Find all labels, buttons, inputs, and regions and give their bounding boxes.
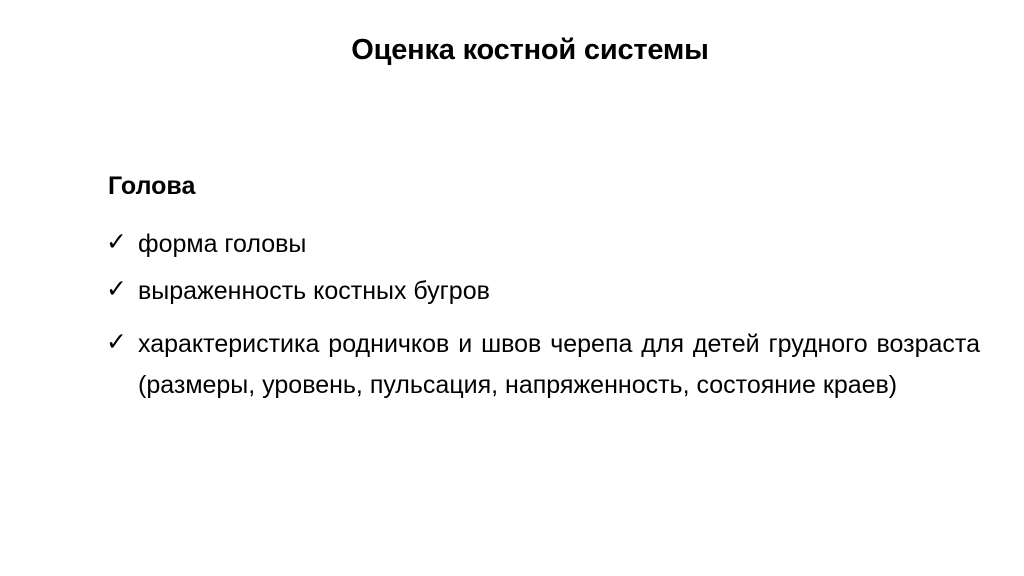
checklist xyxy=(106,224,980,406)
list-item-text: выраженность костных бугров xyxy=(138,277,490,305)
checkmark-icon: ✓ xyxy=(106,275,127,303)
list-item xyxy=(106,271,980,312)
list-item-text: характеристика родничков и швов черепа для детей грудного возраста (размеры, уровень, пульсация, напряженность, состояние краев) xyxy=(138,330,980,399)
list-item xyxy=(106,224,980,265)
checkmark-icon: ✓ xyxy=(106,228,127,256)
checkmark-icon: ✓ xyxy=(106,328,127,356)
list-item xyxy=(106,324,980,406)
slide-title: Оценка костной системы xyxy=(351,34,709,66)
section-heading: Голова xyxy=(108,172,196,200)
list-item-text: форма головы xyxy=(138,230,307,258)
